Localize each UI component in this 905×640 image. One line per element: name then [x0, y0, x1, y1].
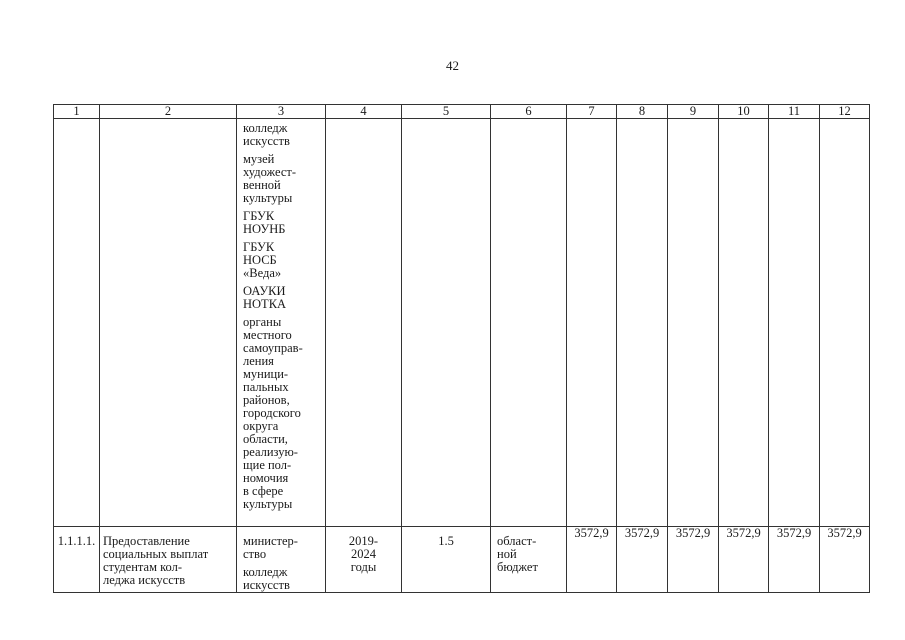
row-value-12: 3572,9 — [820, 527, 870, 593]
table-row — [54, 527, 870, 593]
executor-item: ГБУК НОСБ «Веда» — [243, 240, 282, 280]
empty-cell — [491, 119, 567, 527]
row-period — [326, 527, 402, 593]
empty-cell — [617, 119, 668, 527]
row-code: 1.1.1.1. — [54, 527, 100, 593]
header-cell-2: 2 — [100, 105, 237, 119]
row-source-text: област- ной бюджет — [497, 534, 538, 574]
row-value-7: 3572,9 — [567, 527, 617, 593]
budget-table — [53, 104, 870, 593]
header-cell-5: 5 — [402, 105, 491, 119]
empty-cell — [326, 119, 402, 527]
row-value-9: 3572,9 — [668, 527, 719, 593]
empty-cell — [668, 119, 719, 527]
executor-item: органы местного самоуправ- ления муници- пальных районов, городского округа области, реализую- щие пол- номочия в сфере культуры — [243, 315, 303, 511]
header-cell-11: 11 — [769, 105, 820, 119]
row-period-text: 2019- 2024 годы — [348, 534, 379, 574]
header-cell-12: 12 — [820, 105, 870, 119]
row-executors — [237, 527, 326, 593]
executor-item: ОАУКИ НОТКА — [243, 284, 287, 311]
empty-cell — [769, 119, 820, 527]
empty-cell — [567, 119, 617, 527]
header-row — [54, 105, 870, 119]
header-cell-9: 9 — [668, 105, 719, 119]
empty-cell — [402, 119, 491, 527]
header-cell-7: 7 — [567, 105, 617, 119]
executor-item: ГБУК НОУНБ — [243, 209, 286, 236]
header-cell-8: 8 — [617, 105, 668, 119]
row-value-11: 3572,9 — [769, 527, 820, 593]
header-cell-4: 4 — [326, 105, 402, 119]
executor-item: колледж искусств — [243, 565, 290, 592]
row-name — [100, 527, 237, 593]
empty-cell — [820, 119, 870, 527]
empty-cell — [719, 119, 769, 527]
row-value-8: 3572,9 — [617, 527, 668, 593]
header-cell-1: 1 — [54, 105, 100, 119]
row-value-10: 3572,9 — [719, 527, 769, 593]
row-indicator: 1.5 — [402, 527, 491, 593]
executor-item: колледж искусств — [243, 121, 290, 148]
empty-cell — [100, 119, 237, 527]
row-source — [491, 527, 567, 593]
executors-cell — [237, 119, 326, 527]
executor-item: министер- ство — [243, 534, 298, 561]
executor-item: музей художест- венной культуры — [243, 152, 297, 205]
header-cell-6: 6 — [491, 105, 567, 119]
page-number: 42 — [446, 58, 459, 73]
empty-cell — [54, 119, 100, 527]
row-name-text: Предоставление социальных выплат студентам кол- леджа искусств — [103, 534, 209, 587]
header-cell-10: 10 — [719, 105, 769, 119]
header-cell-3: 3 — [237, 105, 326, 119]
table-row-continued — [54, 119, 870, 527]
